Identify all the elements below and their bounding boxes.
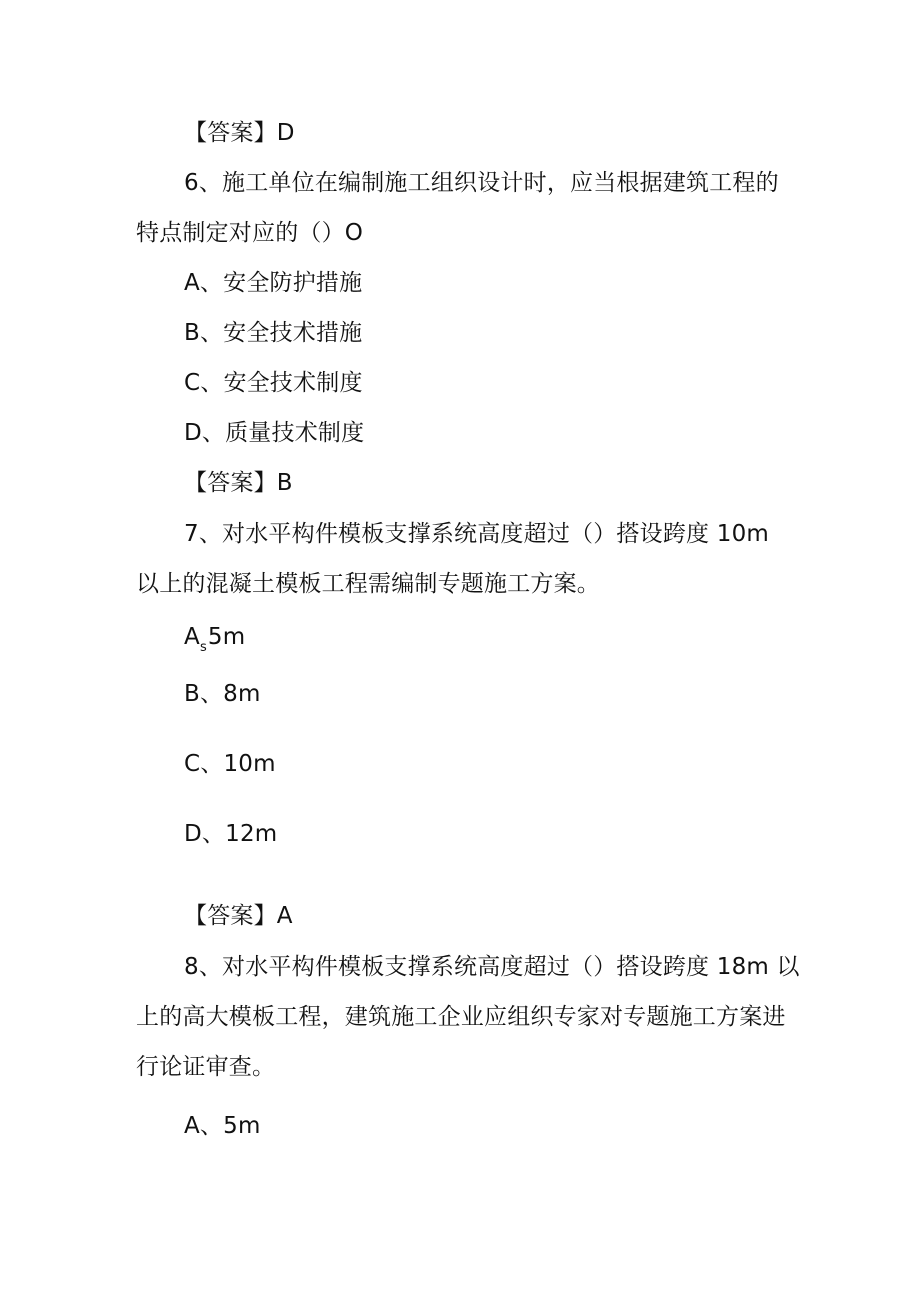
question-7-option-d: D、12m: [184, 821, 278, 847]
question-8-stem-line-3: 行论证审查。: [136, 1054, 276, 1080]
question-6-option-b: B、安全技术措施: [184, 320, 363, 346]
question-8-stem-line-2: 上的高大模板工程，建筑施工企业应组织专家对专题施工方案进: [136, 1004, 786, 1030]
question-8-option-a: A、5m: [184, 1113, 261, 1139]
question-7-option-b: B、8m: [184, 681, 261, 707]
question-6-option-c: C、安全技术制度: [184, 370, 363, 396]
question-7-option-a-subscript: s: [199, 640, 207, 655]
answer-q5: 【答案】D: [184, 120, 295, 146]
question-7-option-a: [184, 622, 245, 656]
question-6-option-a: A、安全防护措施: [184, 270, 363, 296]
question-8-stem-line-1: 8、对水平构件模板支撑系统高度超过（）搭设跨度 18m 以: [184, 954, 800, 980]
question-7-option-c: C、10m: [184, 751, 276, 777]
answer-q7: 【答案】A: [184, 903, 293, 929]
question-7-stem-line-1: 7、对水平构件模板支撑系统高度超过（）搭设跨度 10m: [184, 521, 770, 547]
question-6-option-d: D、质量技术制度: [184, 420, 365, 446]
question-7-option-a-prefix: A: [184, 624, 200, 650]
question-7-stem-line-2: 以上的混凝土模板工程需编制专题施工方案。: [136, 571, 600, 597]
question-6-stem-line-1: 6、施工单位在编制施工组织设计时，应当根据建筑工程的: [184, 170, 779, 196]
question-7-option-a-value: 5m: [207, 624, 246, 650]
answer-q6: 【答案】B: [184, 470, 293, 496]
question-6-stem-line-2: 特点制定对应的（）O: [136, 220, 364, 246]
